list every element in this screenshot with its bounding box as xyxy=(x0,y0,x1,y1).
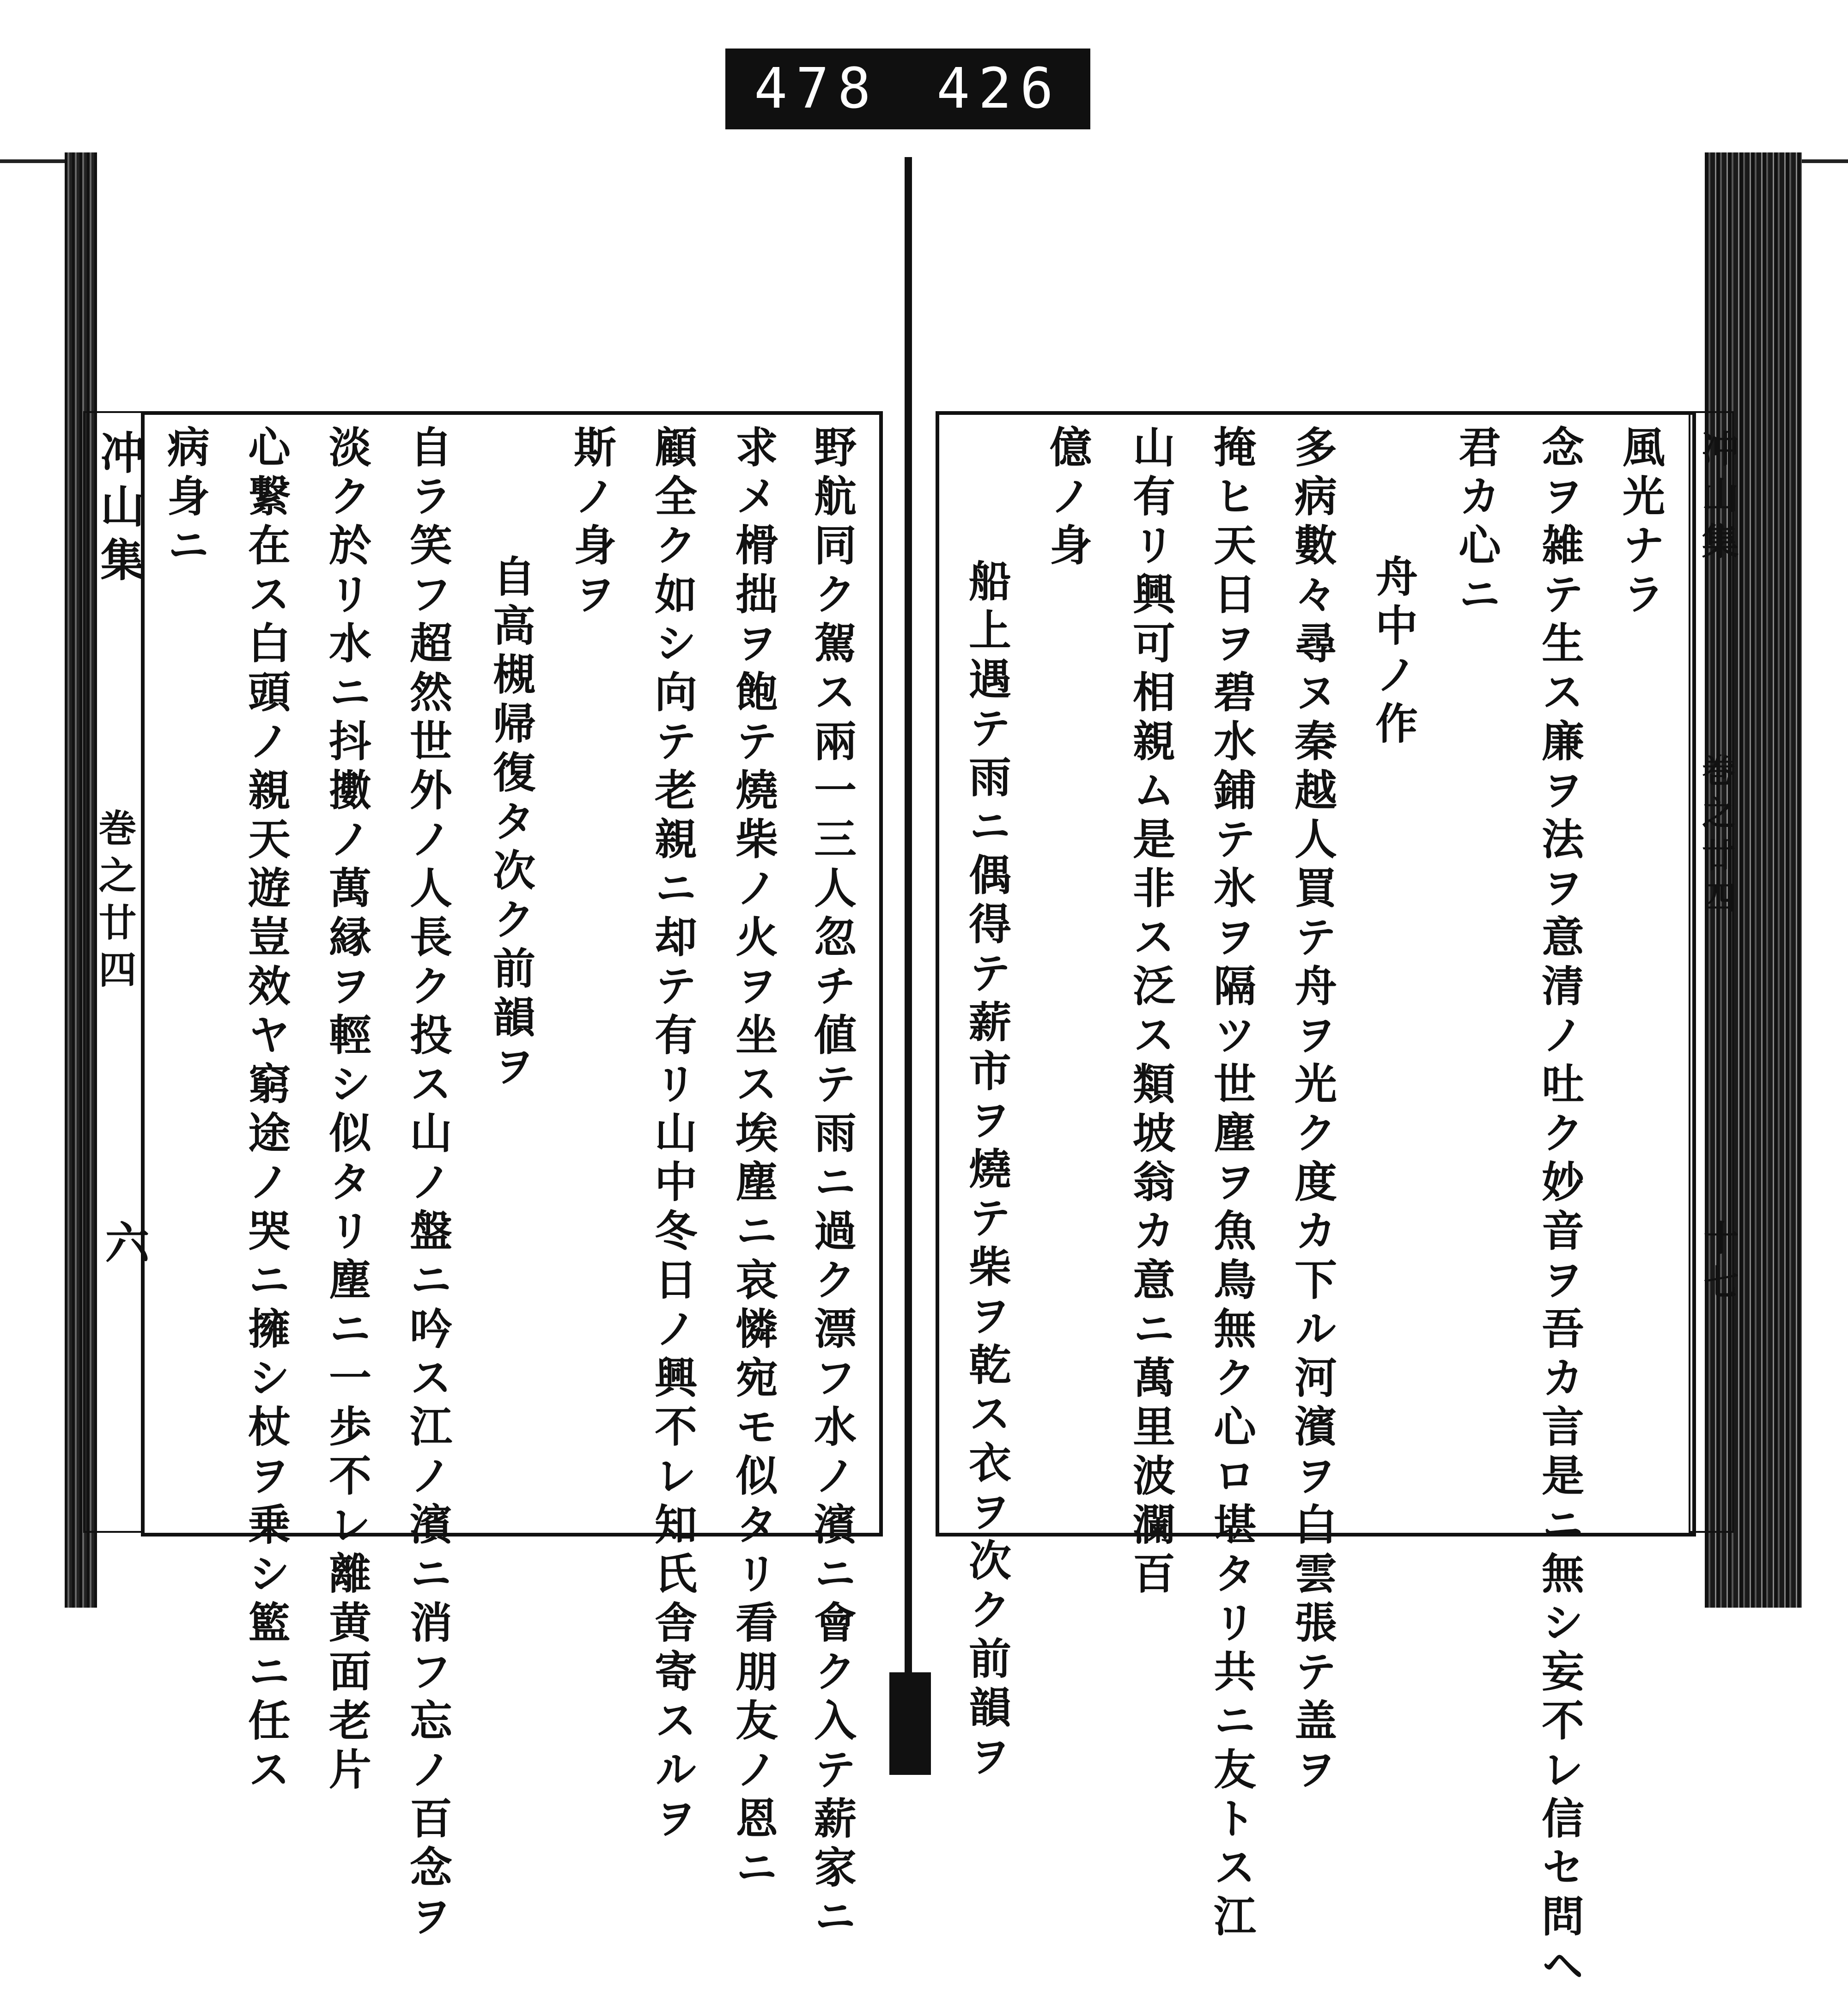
right-hanshin-volume: 巻之廿四 xyxy=(1696,753,1736,923)
left-column-8: 心繋在ス白頭ノ親天遊豈效ヤ窮途ノ哭ニ擁シ杖ヲ乗シ籃ニ任ス xyxy=(241,425,291,1796)
right-column-2: 念ヲ雑テ生ス廉ヲ法ヲ意清ノ吐ク妙音ヲ吾カ言是ニ無シ妄不レ信セ問ヘ xyxy=(1535,425,1585,1992)
right-column-7: 山有リ興可相親ム是非ス泛ス類坡翁カ意ニ萬里波瀾百 xyxy=(1126,425,1176,1600)
microfilm-frame-number xyxy=(725,49,1090,129)
right-column-8: 億ノ身 xyxy=(1043,425,1093,572)
left-hanshin-volume: 巻之廿四 xyxy=(92,808,137,997)
right-column-6: 掩ヒ天日ヲ碧水鋪テ氷ヲ隔ツ世塵ヲ魚鳥無ク心ロ堪タリ共ニ友トス江 xyxy=(1207,425,1257,1943)
left-column-1: 野航同ク駕ス兩一三人忽チ値テ雨ニ過ク漂フ水ノ濱ニ會ク入テ薪家ニ xyxy=(807,425,857,1943)
right-hanshin-title: 冲山集 xyxy=(1696,430,1739,568)
right-column-5: 多病數々尋ヌ秦越人買テ舟ヲ光ク度カ下ル河濱ヲ白雲張テ盖ヲ xyxy=(1288,425,1337,1796)
left-column-5-heading: 自高槻帰復タ次ク前韻ヲ xyxy=(486,554,536,1093)
right-column-4-heading: 舟中ノ作 xyxy=(1368,554,1418,750)
left-column-7: 淡ク於リ水ニ抖擻ノ萬縁ヲ輕シ似タリ塵ニ一歩不レ離黄面老片 xyxy=(322,425,372,1796)
left-column-3: 顧全ク如シ向テ老親ニ却テ有リ山中冬日ノ興不レ知氏舎寄スルヲ xyxy=(648,425,698,1845)
right-column-3: 君カ心ニ xyxy=(1452,425,1502,621)
right-frame-number: 426 xyxy=(936,57,1062,121)
right-column-1: 風光ナラ xyxy=(1616,425,1666,621)
left-column-2: 求メ榾拙ヲ飽テ燒柴ノ火ヲ坐ス埃塵ニ哀憐宛モ似タリ看朋友ノ恩ニ xyxy=(729,425,778,1894)
left-hanshin-folio: 六 xyxy=(98,1220,150,1273)
gutter-clamp xyxy=(889,1672,931,1775)
left-column-6: 自ラ笑フ超然世外ノ人長ク投ス山ノ盤ニ吟ス江ノ濱ニ消フ忘ノ百念ヲ xyxy=(403,425,453,1943)
left-column-9: 病身ニ xyxy=(160,425,210,572)
right-column-9: 船上遇テ雨ニ偶得テ薪市ヲ燒テ柴ヲ乾ス衣ヲ次ク前韻ヲ xyxy=(962,559,1012,1783)
left-column-4: 斯ノ身ヲ xyxy=(567,425,617,621)
book-gutter xyxy=(905,157,912,1714)
right-hanshin-folio: 十七 xyxy=(1698,1220,1739,1308)
left-hanshin-title: 冲山集 xyxy=(93,430,146,590)
left-frame-number: 478 xyxy=(754,57,879,121)
